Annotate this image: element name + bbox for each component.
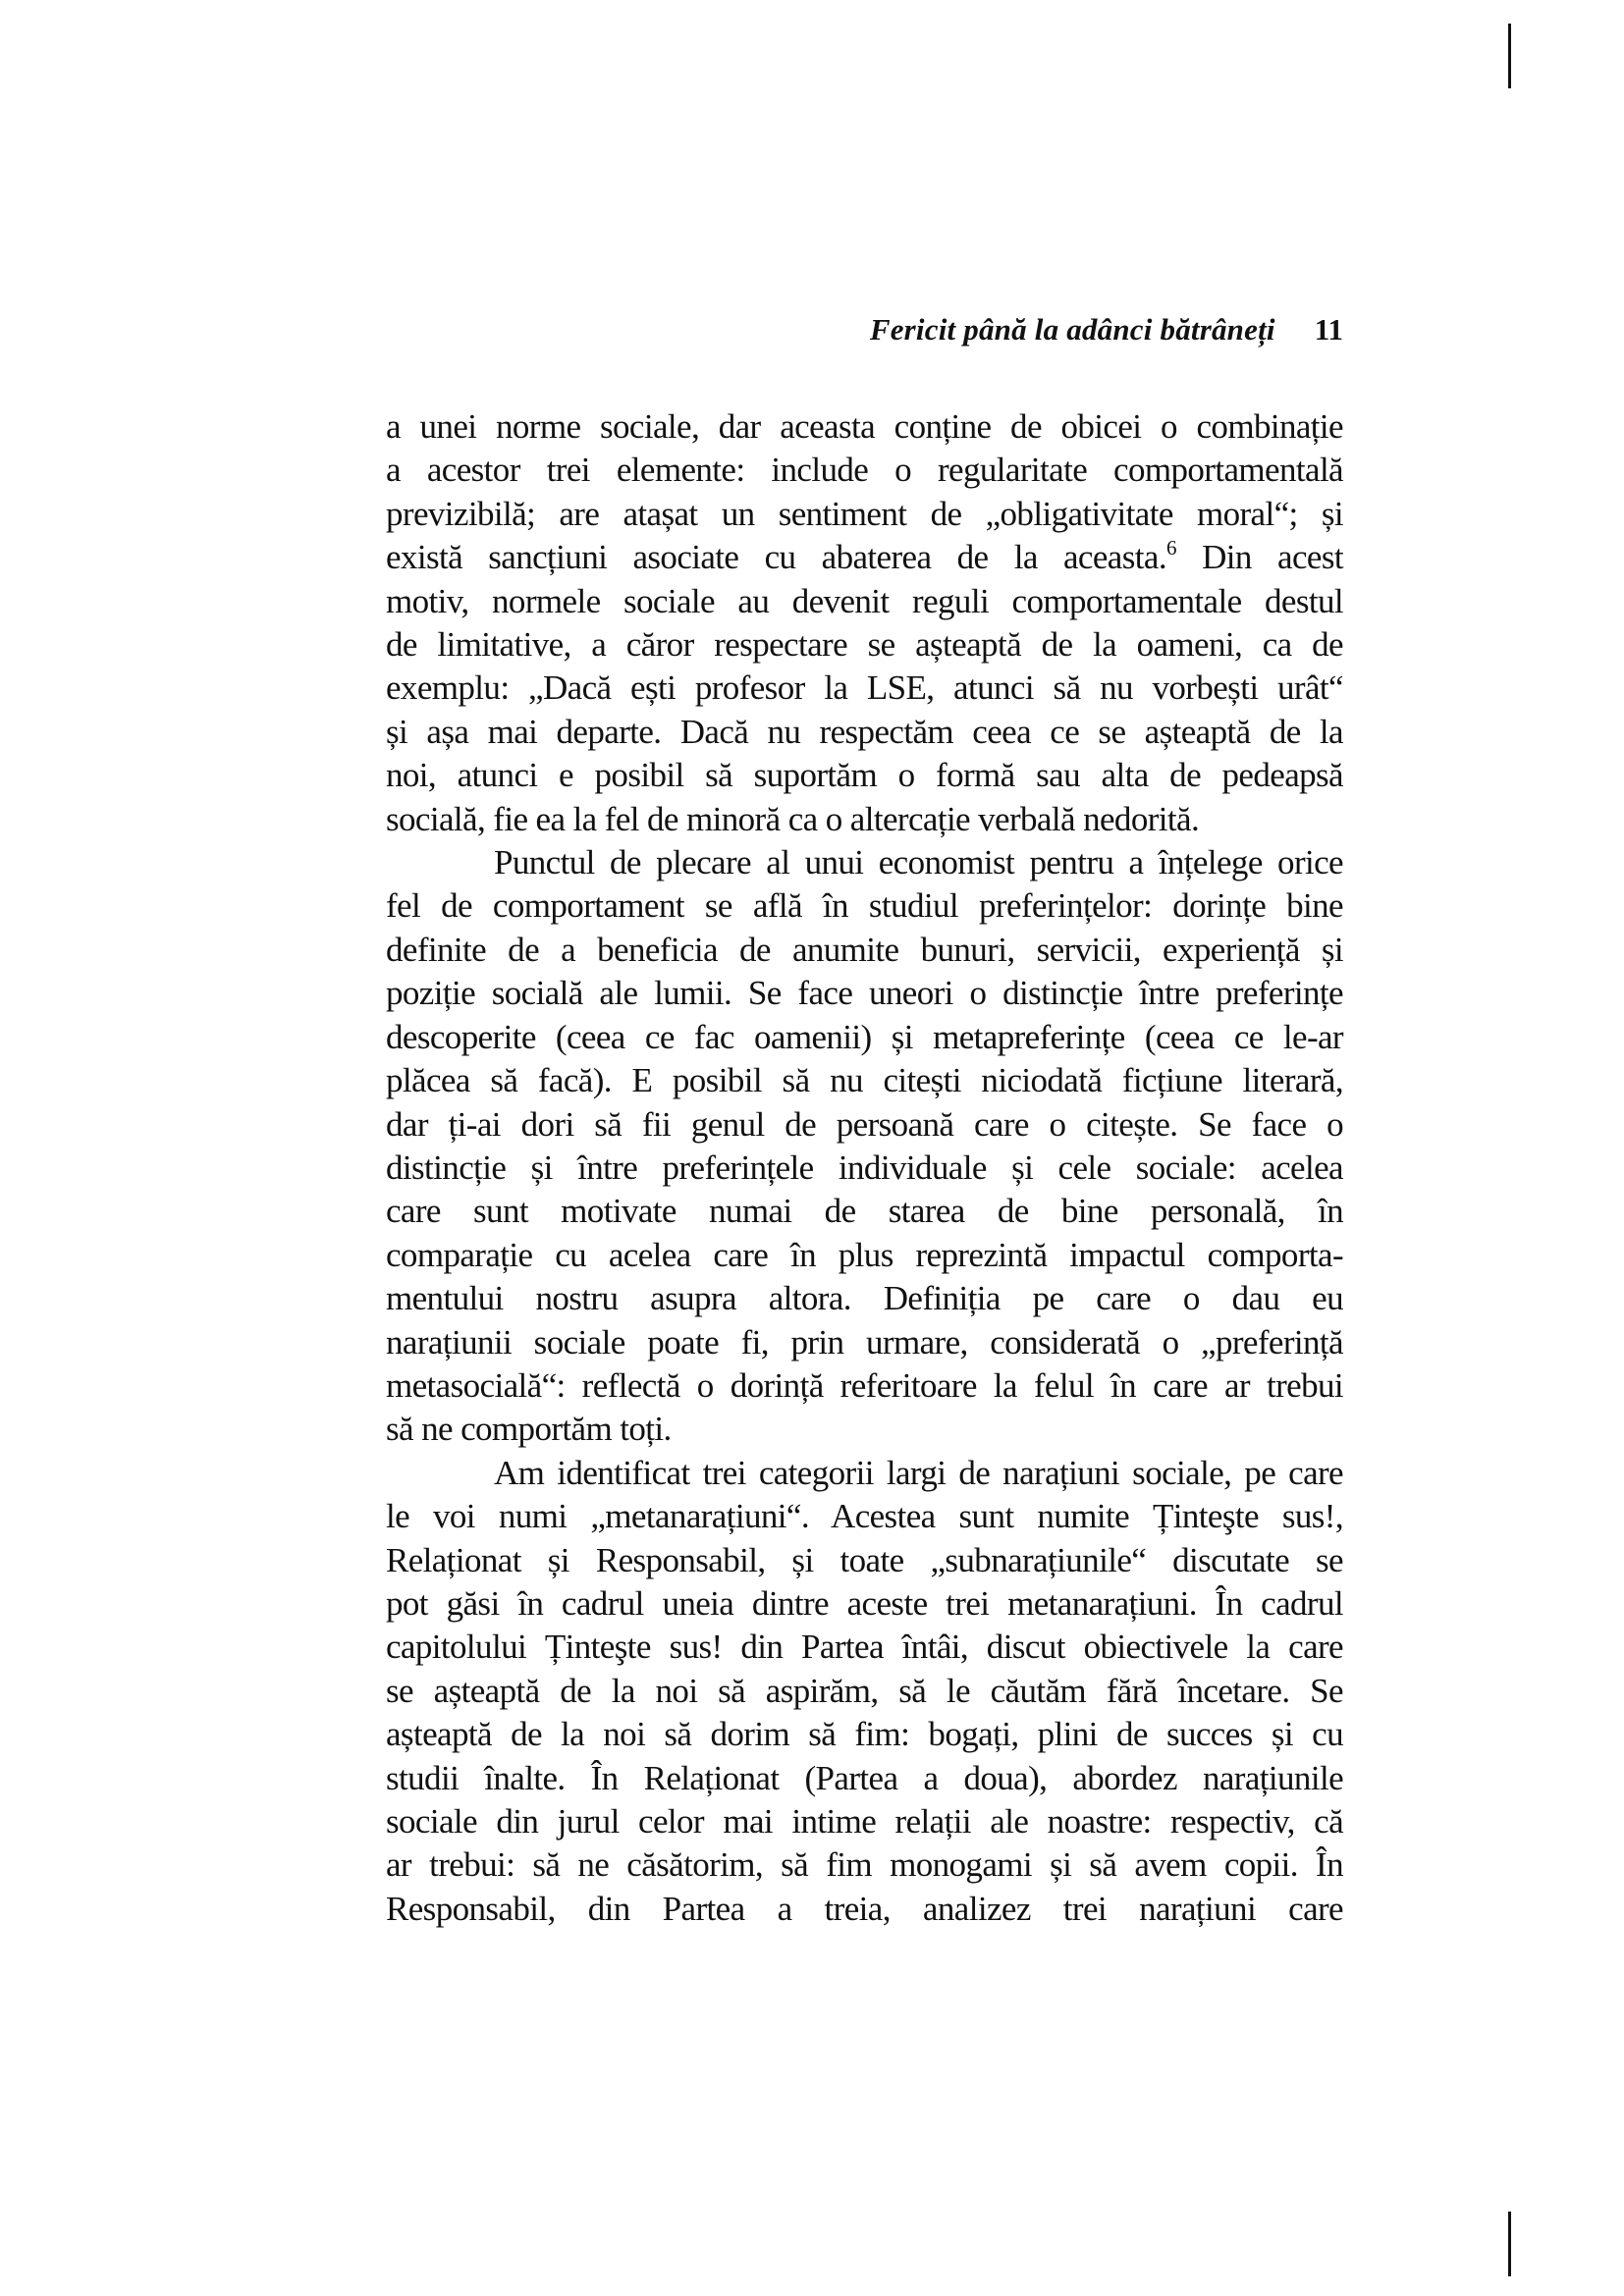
text-line: motiv, normele sociale au devenit reguli comportamentale destul — [386, 581, 1343, 620]
text-line: și așa mai departe. Dacă nu respectăm ceea ce se așteaptă de la — [386, 712, 1343, 751]
text-line-tail: Din acest — [1175, 538, 1343, 577]
text-line: studii înalte. În Relaționat (Partea a doua), abordez narațiunile — [386, 1758, 1343, 1797]
body-text — [386, 405, 1343, 1931]
crop-mark-bottom — [1508, 2212, 1511, 2276]
running-head — [386, 312, 1343, 355]
text-line: Am identificat trei categorii largi de narațiuni sociale, pe care — [494, 1453, 1343, 1492]
text-line: poziție socială ale lumii. Se face uneori o distincție între preferințe — [386, 974, 1343, 1013]
text-line: a acestor trei elemente: include o regularitate comportamentală — [386, 451, 1343, 490]
text-line: care sunt motivate numai de starea de bine personală, în — [386, 1192, 1343, 1231]
text-line: metasocială“: reflectă o dorință referitoare la felul în care ar trebui — [386, 1365, 1343, 1405]
text-line: distincție și între preferințele individuale și cele sociale: acelea — [386, 1148, 1343, 1187]
text-line: să ne comportăm toți. — [386, 1410, 672, 1449]
text-line: ar trebui: să ne căsătorim, să fim monogami și să avem copii. În — [386, 1845, 1343, 1885]
text-line: previzibilă; are atașat un sentiment de „obligativitate moral“; și — [386, 494, 1343, 533]
text-line: Relaționat și Responsabil, și toate „subnarațiunile“ discutate se — [386, 1540, 1343, 1579]
text-line: de limitative, a căror respectare se așteaptă de la oameni, ca de — [386, 625, 1343, 665]
text-line: sociale din jurul celor mai intime relații ale noastre: respectiv, că — [386, 1802, 1343, 1841]
text-line: le voi numi „metanarațiuni“. Acestea sunt numite Ținteşte sus!, — [386, 1497, 1343, 1536]
text-line: socială, fie ea la fel de minoră ca o altercație verbală nedorită. — [386, 799, 1200, 838]
text-line: definite de a beneficia de anumite bunuri, servicii, experiență și — [386, 930, 1343, 969]
footnote-reference[interactable]: 6 — [1165, 536, 1176, 561]
crop-mark-top — [1508, 24, 1511, 88]
text-line: fel de comportament se află în studiul preferințelor: dorințe bine — [386, 886, 1343, 926]
running-title: Fericit până la adânci bătrâneți — [869, 312, 1275, 347]
text-line-with-footnote — [386, 536, 1343, 579]
text-line: Punctul de plecare al unui economist pentru a înțelege orice — [494, 843, 1343, 882]
text-line: noi, atunci e posibil să suportăm o formă sau alta de pedeapsă — [386, 756, 1343, 795]
text-line: a unei norme sociale, dar aceasta conține de obicei o combinație — [386, 407, 1343, 446]
text-line: plăcea să facă). E posibil să nu citești niciodată ficțiune literară, — [386, 1061, 1343, 1100]
text-line: exemplu: „Dacă ești profesor la LSE, atunci să nu vorbești urât“ — [386, 668, 1343, 708]
text-line: comparație cu acelea care în plus reprezintă impactul comporta- — [386, 1235, 1343, 1274]
paragraph-2 — [386, 841, 1343, 1452]
text-line: se așteaptă de la noi să aspirăm, să le căutăm fără încetare. Se — [386, 1671, 1343, 1710]
text-line: dar ți-ai dori să fii genul de persoană care o citește. Se face o — [386, 1104, 1343, 1144]
paragraph-3 — [386, 1452, 1343, 1931]
text-line: capitolului Ținteşte sus! din Partea întâi, discut obiectivele la care — [386, 1628, 1343, 1667]
text-line-head: există sancțiuni asociate cu abaterea de la aceasta. — [386, 538, 1166, 577]
text-line: mentului nostru asupra altora. Definiția pe care o dau eu — [386, 1279, 1343, 1318]
page-number: 11 — [1314, 312, 1343, 347]
text-line: așteaptă de la noi să dorim să fim: bogați, plini de succes și cu — [386, 1715, 1343, 1754]
text-line: Responsabil, din Partea a treia, analizez trei narațiuni care — [386, 1889, 1343, 1928]
text-line: descoperite (ceea ce fac oamenii) și metapreferințe (ceea ce le-ar — [386, 1017, 1343, 1056]
text-line: narațiunii sociale poate fi, prin urmare, considerată o „preferință — [386, 1322, 1343, 1362]
paragraph-1 — [386, 405, 1343, 841]
text-line: pot găsi în cadrul uneia dintre aceste trei metanarațiuni. În cadrul — [386, 1583, 1343, 1623]
